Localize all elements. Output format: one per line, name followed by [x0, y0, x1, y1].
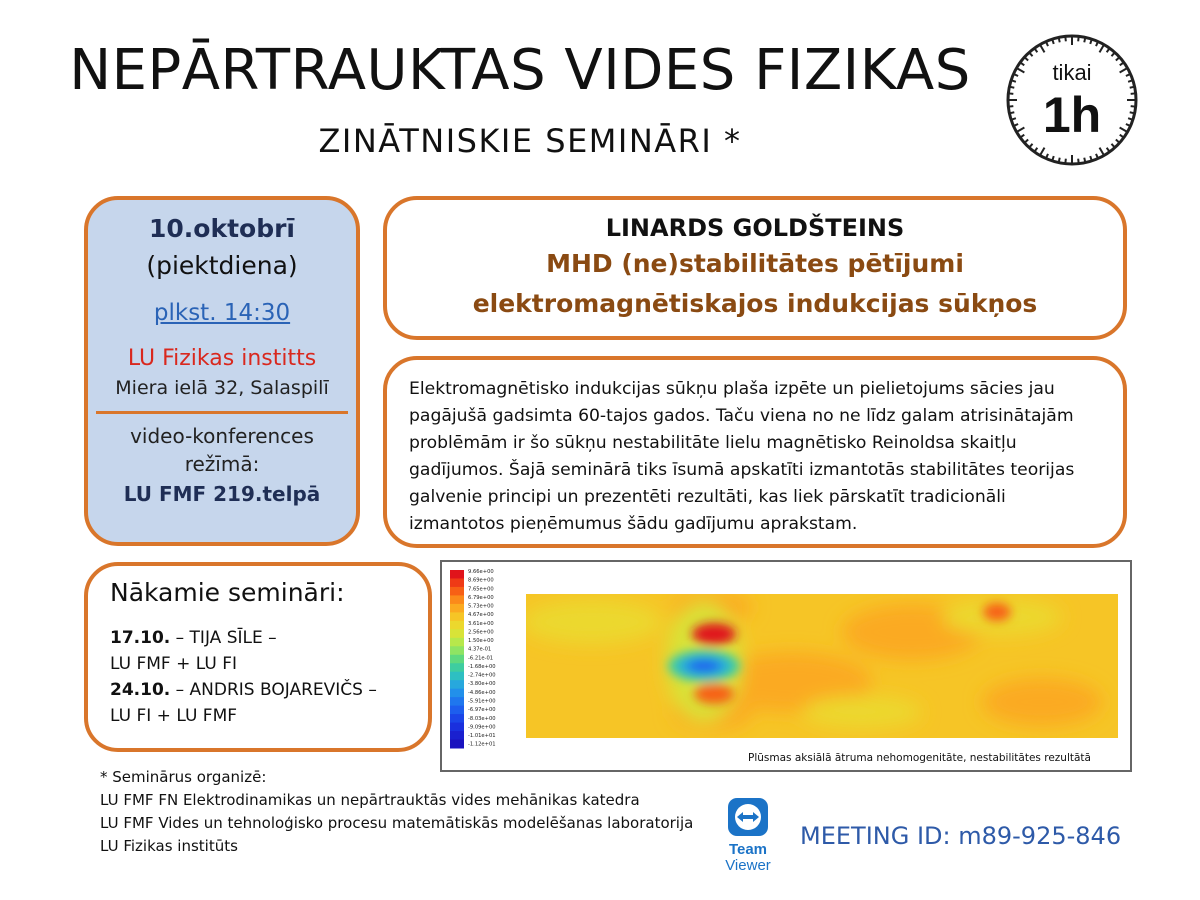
badge-top-text: tikai [1052, 60, 1092, 85]
legend-swatch [450, 672, 464, 681]
legend-swatch [450, 629, 464, 638]
clock-tick [1065, 36, 1066, 41]
organizers-block [100, 766, 720, 858]
legend-tick-label: -9.09e+00 [468, 724, 496, 731]
legend-tick-label: 4.37e-01 [468, 646, 492, 653]
abstract-text: Elektromagnētisko indukcijas sūkņu plaša izpēte un pielietojums sācies jau pagājušā gadsimta 60-tajos gados. Taču viena no ne līdz galam atrisinātajām problēmām ir šo sūkņu nestabilitāte lielu magnētisko Reinoldsa skaitļu gadījumos. Šajā seminārā tiks īsumā apskatīti izmantotās stabilitātes teorijas galvenie principi un prezentēti rezultāti, kas liek pārskatīt tradicionāli izmantotos pieņēmumus šādu gadījumu aprakstam. [409, 379, 1075, 534]
seminar-place: LU FI + LU FMF [110, 706, 238, 726]
event-room: LU FMF 219.telpā [123, 482, 321, 506]
velocity-contour-plot [442, 562, 1130, 770]
color-legend [450, 570, 464, 749]
organizer-item: LU FMF Vides un tehnoloģisko procesu matemātiskās modelēšanas laboratorija [100, 814, 694, 832]
logo-text-team: Team [728, 841, 768, 858]
legend-tick-label: -1.12e+01 [468, 741, 496, 748]
clock-tick [1131, 106, 1136, 107]
legend-tick-label: 3.61e+00 [468, 620, 494, 627]
simulation-figure [440, 560, 1132, 772]
list-item [110, 651, 428, 677]
clock-tick [1059, 37, 1060, 42]
clock-tick [1078, 36, 1079, 41]
legend-tick-label: 8.69e+00 [468, 577, 494, 584]
talk-title-line1: MHD (ne)stabilitātes pētījumi [546, 249, 964, 278]
clock-tick [1078, 159, 1079, 164]
legend-swatch [450, 655, 464, 664]
legend-swatch [450, 740, 464, 749]
logo-text-viewer: Viewer [725, 857, 771, 874]
legend-tick-label: 9.66e+00 [468, 569, 494, 575]
seminar-place: LU FMF + LU FI [110, 654, 238, 674]
list-item [110, 677, 428, 703]
badge-bottom-text: 1h [1042, 87, 1102, 143]
figure-caption: Plūsmas aksiālā ātruma nehomogenitāte, nestabilitātes rezultātā [748, 752, 1091, 764]
legend-tick-label: 7.65e+00 [468, 586, 494, 593]
clock-tick [1009, 112, 1014, 113]
legend-swatch [450, 604, 464, 613]
legend-tick-label: -8.03e+00 [468, 715, 496, 722]
legend-tick-label: 1.50e+00 [468, 638, 494, 645]
legend-swatch [450, 621, 464, 630]
legend-tick-label: -2.74e+00 [468, 672, 496, 679]
next-seminars-list [110, 625, 428, 729]
clock-tick [1009, 87, 1014, 88]
page-title: NEPĀRTRAUKTAS VIDES FIZIKAS [69, 38, 971, 103]
page-subtitle: ZINĀTNISKIE SEMINĀRI * [318, 122, 742, 160]
legend-swatch [450, 595, 464, 604]
seminar-date: 24.10. [110, 680, 171, 700]
legend-swatch [450, 697, 464, 706]
organizer-item: LU Fizikas institūts [100, 837, 238, 855]
legend-swatch [450, 578, 464, 587]
seminar-date: 17.10. [110, 628, 171, 648]
clock-tick [1065, 159, 1066, 164]
contour-field [522, 592, 1118, 738]
legend-labels [468, 569, 496, 748]
legend-tick-label: -1.01e+01 [468, 733, 496, 740]
talk-title-line2: elektromagnētiskajos indukcijas sūkņos [472, 289, 1038, 318]
legend-swatch [450, 570, 464, 579]
legend-tick-label: -6.97e+00 [468, 707, 496, 714]
teamviewer-logo-icon [712, 796, 784, 876]
legend-tick-label: -3.80e+00 [468, 681, 496, 688]
meeting-id[interactable]: MEETING ID: m89-925-846 [800, 822, 1122, 850]
event-weekday: (piektdiena) [146, 251, 298, 280]
legend-swatch [450, 646, 464, 655]
legend-swatch [450, 731, 464, 740]
legend-tick-label: 6.79e+00 [468, 594, 494, 601]
clock-tick [1130, 112, 1135, 113]
organizers-heading: * Seminārus organizē: [100, 768, 267, 786]
speaker-card [383, 196, 1127, 340]
video-conference-line2: režīmā: [184, 452, 260, 476]
clock-tick [1008, 93, 1013, 94]
event-time-link[interactable]: plkst. 14:30 [153, 300, 291, 326]
legend-swatch [450, 638, 464, 647]
legend-tick-label: 5.73e+00 [468, 603, 494, 610]
legend-swatch [450, 689, 464, 698]
legend-tick-label: 2.56e+00 [468, 629, 494, 636]
list-item [110, 625, 428, 651]
clock-tick [1008, 106, 1013, 107]
legend-swatch [450, 680, 464, 689]
next-seminars-card [84, 562, 432, 752]
legend-tick-label: 4.67e+00 [468, 612, 494, 619]
list-item [110, 703, 428, 729]
clock-tick [1131, 93, 1136, 94]
event-date: 10.oktobrī [148, 214, 295, 243]
seminar-speaker: – ANDRIS BOJAREVIČS – [170, 680, 377, 700]
event-info-card [84, 196, 360, 546]
abstract-card [383, 356, 1127, 548]
video-conference-line1: video-konferences [130, 424, 314, 448]
clock-tick [1130, 87, 1135, 88]
legend-tick-label: -4.86e+00 [468, 689, 496, 696]
legend-tick-label: -5.91e+00 [468, 698, 496, 705]
legend-swatch [450, 587, 464, 596]
event-institute: LU Fizikas institts [127, 346, 317, 371]
legend-tick-label: -6.21e-01 [468, 655, 494, 662]
seminar-speaker: – TIJA SĪLE – [170, 628, 277, 648]
legend-swatch [450, 723, 464, 732]
organizer-item: LU FMF FN Elektrodinamikas un nepārtrauktās vides mehānikas katedra [100, 791, 640, 809]
legend-swatch [450, 612, 464, 621]
legend-swatch [450, 706, 464, 715]
legend-swatch [450, 663, 464, 672]
clock-icon [1002, 30, 1142, 170]
speaker-name: LINARDS GOLDŠTEINS [605, 214, 905, 242]
legend-tick-label: -1.68e+00 [468, 663, 496, 670]
divider [96, 411, 348, 414]
clock-tick [1084, 37, 1085, 42]
clock-tick [1059, 158, 1060, 163]
next-seminars-heading: Nākamie semināri: [110, 578, 345, 607]
event-address: Miera ielā 32, Salaspilī [115, 377, 329, 399]
legend-swatch [450, 714, 464, 723]
clock-tick [1084, 158, 1085, 163]
